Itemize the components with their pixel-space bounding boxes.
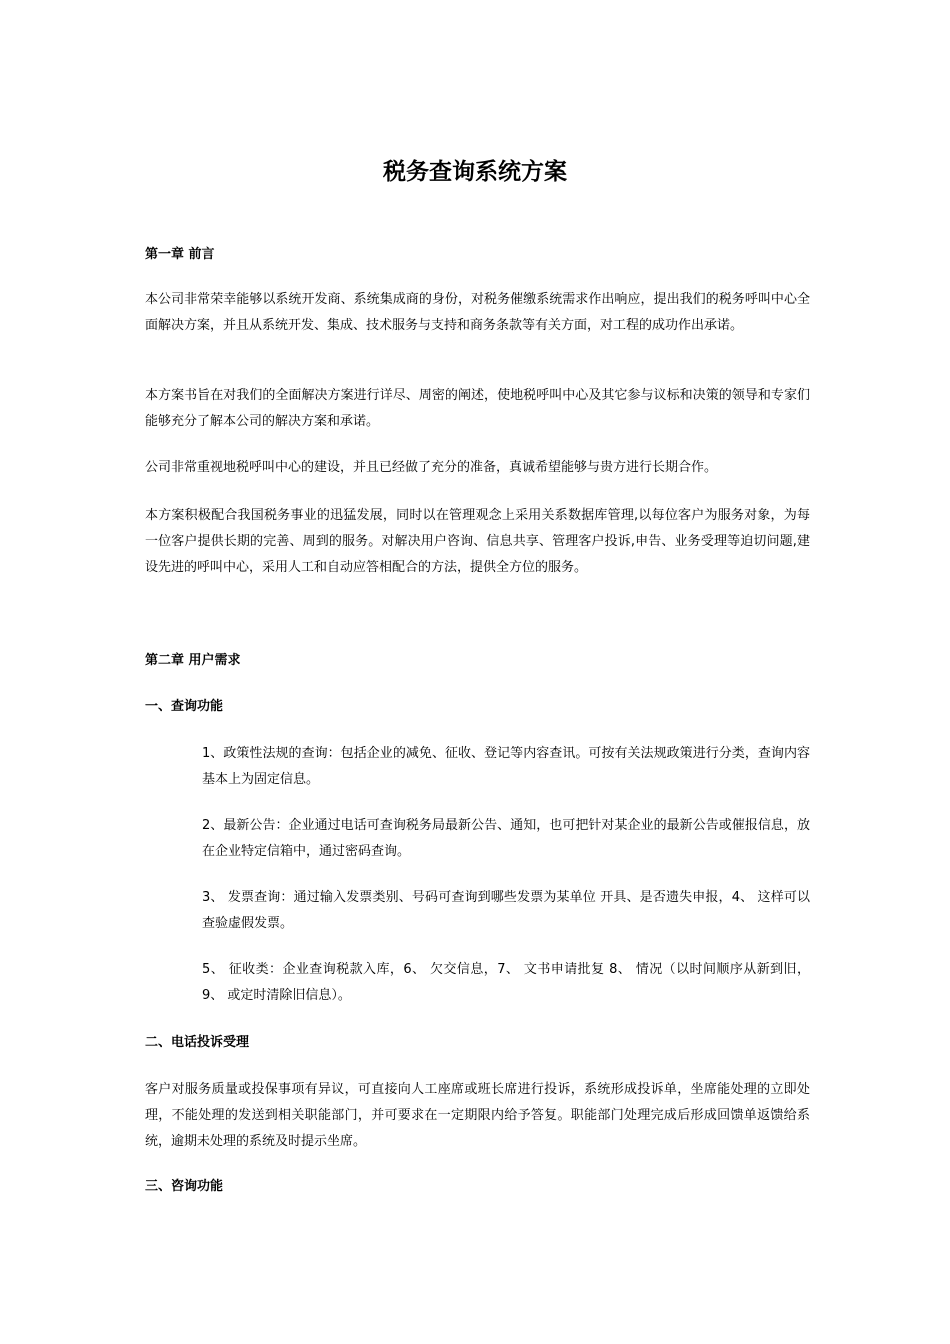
chapter-1-paragraph-4: 本方案积极配合我国税务事业的迅猛发展，同时以在管理观念上采用关系数据库管理,以每位客户为服务对象，为每一位客户提供长期的完善、周到的服务。对解决用户咨询、信息共享、管理客户投诉,申告、业务受理等迫切问题,建设先进的呼叫中心，采用人工和自动应答相配合的方法，提供全方位的服务。 [145, 508, 810, 575]
document-title: 税务查询系统方案 [383, 159, 567, 185]
query-item-4: 5、 征收类：企业查询税款入库，6、 欠交信息，7、 文书申请批复 8、 情况（以时间顺序从新到旧，9、 或定时清除旧信息）。 [202, 962, 810, 1003]
chapter-1-heading: 第一章 前言 [145, 247, 215, 262]
chapter-1-paragraph-1: 本公司非常荣幸能够以系统开发商、系统集成商的身份，对税务催缴系统需求作出响应，提出我们的税务呼叫中心全面解决方案，并且从系统开发、集成、技术服务与支持和商务条款等有关方面，对工程的成功作出承诺。 [145, 292, 810, 333]
query-item-3: 3、 发票查询：通过输入发票类别、号码可查询到哪些发票为某单位 开具、是否遗失申报，4、 这样可以查验虚假发票。 [202, 890, 810, 931]
query-item-1: 1、政策性法规的查询：包括企业的减免、征收、登记等内容查讯。可按有关法规政策进行分类，查询内容基本上为固定信息。 [202, 746, 810, 787]
section-consult-heading: 三、咨询功能 [145, 1179, 224, 1194]
chapter-2-heading: 第二章 用户需求 [145, 653, 241, 668]
chapter-1-paragraph-3: 公司非常重视地税呼叫中心的建设，并且已经做了充分的准备，真诚希望能够与贵方进行长期合作。 [145, 460, 718, 475]
query-item-2: 2、最新公告：企业通过电话可查询税务局最新公告、通知，也可把针对某企业的最新公告或催报信息，放在企业特定信箱中，通过密码查询。 [202, 818, 810, 859]
chapter-1-paragraph-2: 本方案书旨在对我们的全面解决方案进行详尽、周密的阐述，使地税呼叫中心及其它参与议标和决策的领导和专家们能够充分了解本公司的解决方案和承诺。 [145, 388, 810, 429]
complaint-paragraph: 客户对服务质量或投保事项有异议，可直接向人工座席或班长席进行投诉，系统形成投诉单，坐席能处理的立即处理，不能处理的发送到相关职能部门，并可要求在一定期限内给予答复。职能部门处理完成后形成回馈单返馈给系统，逾期未处理的系统及时提示坐席。 [145, 1082, 810, 1149]
section-complaint-heading: 二、电话投诉受理 [145, 1035, 250, 1050]
section-query-heading: 一、查询功能 [145, 699, 224, 714]
